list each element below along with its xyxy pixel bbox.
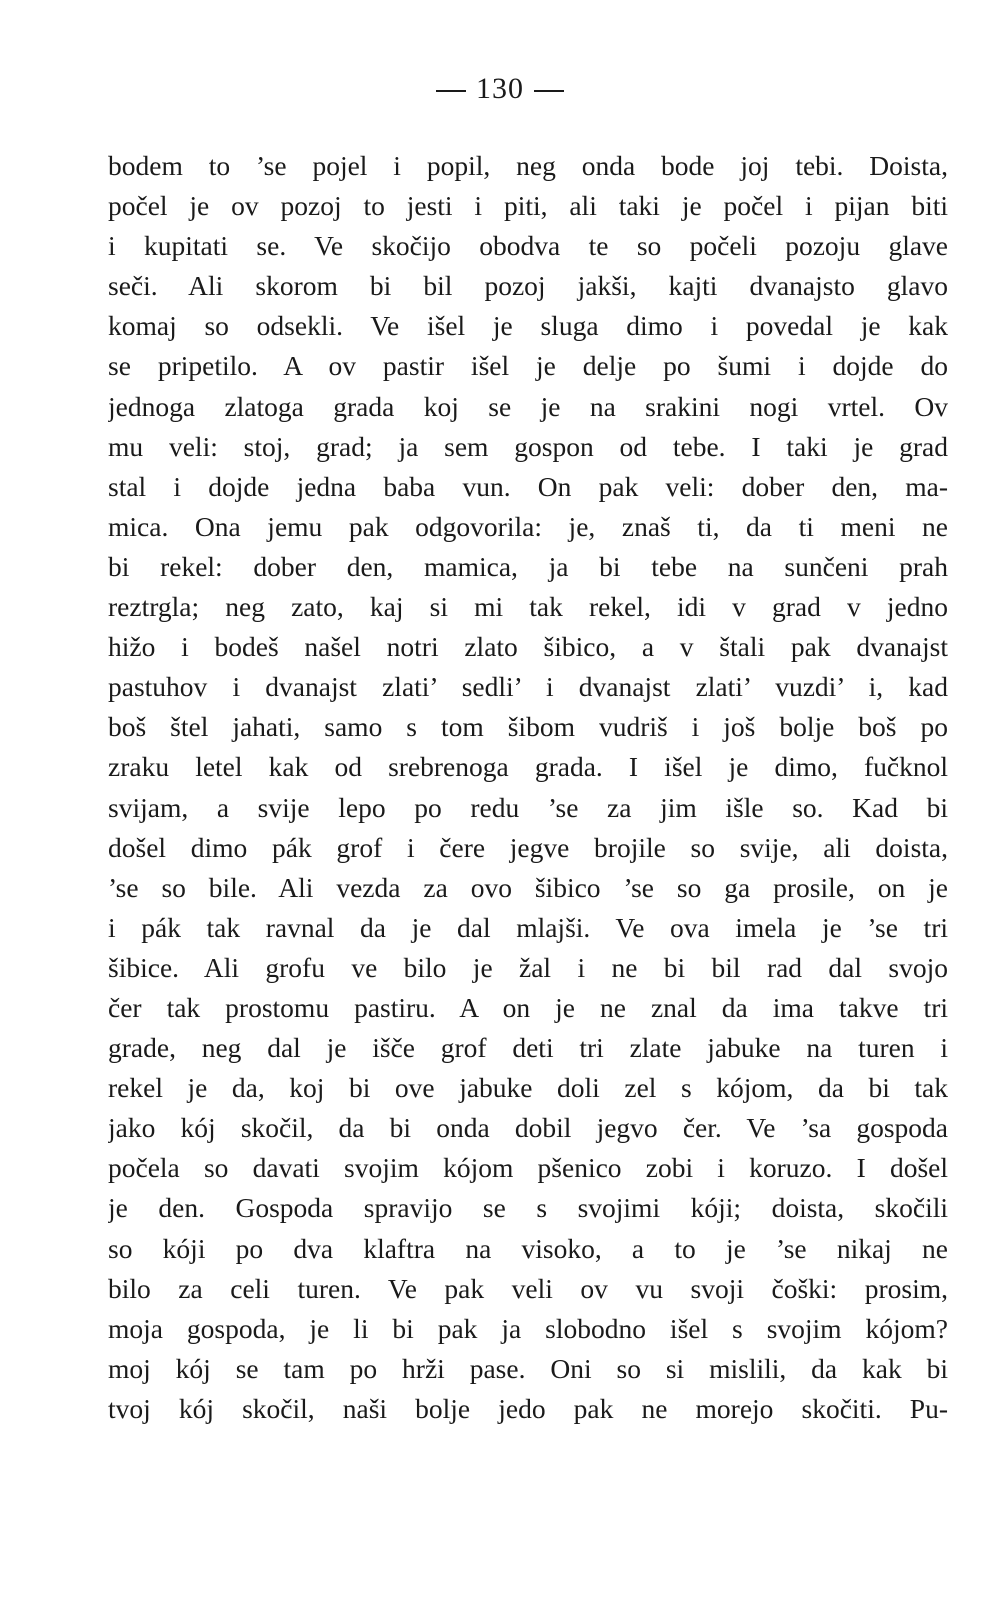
page-number-text: 130: [476, 72, 524, 105]
text-line: seči. Ali skorom bi bil pozoj jakši, kajti dvanajsto glavo: [108, 270, 948, 302]
text-line: je den. Gospoda spravijo se s svojimi kóji; doista, skočili: [108, 1192, 948, 1224]
text-line: moja gospoda, je li bi pak ja slobodno išel s svojim kójom?: [108, 1312, 948, 1344]
text-line: svijam, a svije lepo po redu ’se za jim išle so. Kad bi: [108, 791, 948, 823]
page-number-dash-right: [534, 90, 564, 92]
text-line: grade, neg dal je išče grof deti tri zlate jabuke na turen i: [108, 1032, 948, 1064]
text-line: moj kój se tam po hrži pase. Oni so si mislili, da kak bi: [108, 1352, 948, 1384]
text-line: mica. Ona jemu pak odgovorila: je, znaš ti, da ti meni ne: [108, 510, 948, 542]
text-line: čer tak prostomu pastiru. A on je ne znal da ima takve tri: [108, 991, 948, 1023]
page-number: [0, 72, 1000, 106]
text-line: ’se so bile. Ali vezda za ovo šibico ’se so ga prosile, on je: [108, 871, 948, 903]
text-line: mu veli: stoj, grad; ja sem gospon od tebe. I taki je grad: [108, 430, 948, 462]
text-line: se pripetilo. A ov pastir išel je delje po šumi i dojde do: [108, 350, 948, 382]
text-line: počela so davati svojim kójom pšenico zobi i koruzo. I došel: [108, 1152, 948, 1184]
text-line: hižo i bodeš našel notri zlato šibico, a v štali pak dvanajst: [108, 631, 948, 663]
text-line: bilo za celi turen. Ve pak veli ov vu svoji čoški: prosim,: [108, 1272, 948, 1304]
body-text: [108, 146, 948, 1429]
page-number-dash-left: [436, 90, 466, 92]
text-line: šibice. Ali grofu ve bilo je žal i ne bi bil rad dal svojo: [108, 951, 948, 983]
text-line: stal i dojde jedna baba vun. On pak veli: dober den, ma-: [108, 470, 948, 502]
text-line: tvoj kój skočil, naši bolje jedo pak ne morejo skočiti. Pu-: [108, 1392, 948, 1424]
text-line: pastuhov i dvanajst zlati’ sedli’ i dvanajst zlati’ vuzdi’ i, kad: [108, 671, 948, 703]
text-line: jako kój skočil, da bi onda dobil jegvo čer. Ve ’sa gospoda: [108, 1112, 948, 1144]
text-line: počel je ov pozoj to jesti i piti, ali taki je počel i pijan biti: [108, 190, 948, 222]
text-line: i pák tak ravnal da je dal mlajši. Ve ova imela je ’se tri: [108, 911, 948, 943]
text-line: i kupitati se. Ve skočijo obodva te so počeli pozoju glave: [108, 230, 948, 262]
text-line: jednoga zlatoga grada koj se je na srakini nogi vrtel. Ov: [108, 390, 948, 422]
text-line: reztrgla; neg zato, kaj si mi tak rekel, idi v grad v jedno: [108, 591, 948, 623]
text-line: bodem to ’se pojel i popil, neg onda bode joj tebi. Doista,: [108, 150, 948, 181]
text-line: boš štel jahati, samo s tom šibom vudriš i još bolje boš po: [108, 711, 948, 743]
text-line: komaj so odsekli. Ve išel je sluga dimo i povedal je kak: [108, 310, 948, 342]
text-line: rekel je da, koj bi ove jabuke doli zel s kójom, da bi tak: [108, 1072, 948, 1104]
text-line: zraku letel kak od srebrenoga grada. I išel je dimo, fučknol: [108, 751, 948, 783]
text-line: bi rekel: dober den, mamica, ja bi tebe na sunčeni prah: [108, 550, 948, 582]
text-line: došel dimo pák grof i čere jegve brojile so svije, ali doista,: [108, 831, 948, 863]
text-line: so kóji po dva klaftra na visoko, a to je ’se nikaj ne: [108, 1232, 948, 1264]
